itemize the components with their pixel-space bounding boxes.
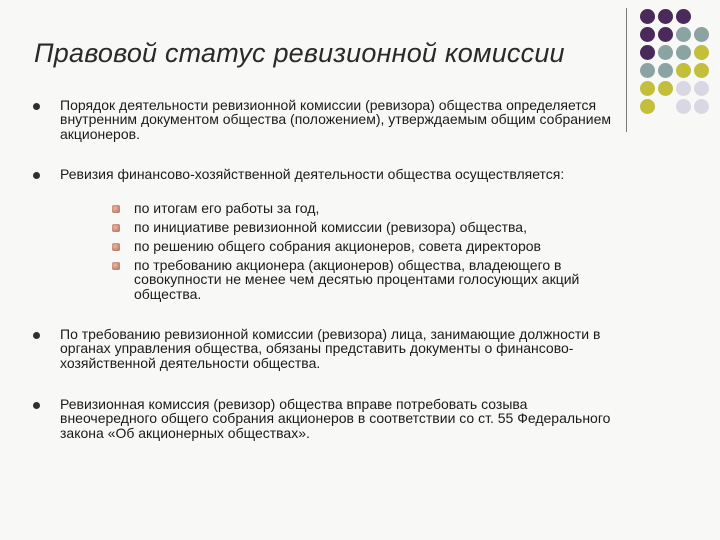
bullet-marker: [33, 332, 40, 339]
decorative-dot: [676, 9, 691, 24]
decorative-dot: [640, 9, 655, 24]
sub-bullet-marker: [112, 262, 120, 270]
decorative-dot: [658, 9, 673, 24]
decorative-dot: [658, 63, 673, 78]
decorative-dot: [658, 81, 673, 96]
bullet-item-3: По требованию ревизионной комиссии (ревизора) лица, занимающие должности в органах управления общества, обязаны представить документы о финансово-хозяйственной деятельности общества.: [60, 326, 601, 371]
bullet-marker: [33, 103, 40, 110]
sub-bullet-marker: [112, 205, 120, 213]
sub-item-3: по решению общего собрания акционеров, совета директоров: [134, 238, 541, 254]
bullet-item-1: Порядок деятельности ревизионной комиссии (ревизора) общества определяется внутренним документом общества (положением), утверждаемым общим собранием акционеров.: [60, 97, 612, 142]
slide-title: Правовой статус ревизионной комиссии: [34, 38, 565, 68]
decorative-dot: [676, 63, 691, 78]
bullet-marker: [33, 402, 40, 409]
decorative-dot: [640, 45, 655, 60]
sub-bullet-marker: [112, 224, 120, 232]
decorative-dot: [658, 45, 673, 60]
decorative-dot: [640, 63, 655, 78]
sub-bullet-marker: [112, 243, 120, 251]
decorative-dot: [658, 27, 673, 42]
decorative-dot-grid: [640, 9, 720, 119]
decorative-dot: [676, 81, 691, 96]
sub-item-2: по инициативе ревизионной комиссии (ревизора) общества,: [134, 219, 527, 235]
decorative-dot: [694, 45, 709, 60]
decorative-dot: [694, 63, 709, 78]
decorative-dot: [694, 27, 709, 42]
sub-item-4: по требованию акционера (акционеров) общества, владеющего в совокупности не менее чем десятью процентами голосующих акций общества.: [134, 257, 580, 302]
decorative-dot: [694, 99, 709, 114]
decorative-divider: [626, 8, 627, 132]
decorative-dot: [640, 99, 655, 114]
decorative-dot: [640, 27, 655, 42]
bullet-item-4: Ревизионная комиссия (ревизор) общества вправе потребовать созыва внеочередного общего собрания акционеров в соответствии со ст. 55 Федерального закона «Об акционерных обществах».: [60, 396, 611, 441]
decorative-dot: [676, 45, 691, 60]
decorative-dot: [676, 99, 691, 114]
sub-item-1: по итогам его работы за год,: [134, 200, 320, 216]
decorative-dot: [640, 81, 655, 96]
bullet-marker: [33, 172, 40, 179]
decorative-dot: [676, 27, 691, 42]
decorative-dot: [694, 81, 709, 96]
bullet-item-2: Ревизия финансово-хозяйственной деятельности общества осуществляется:: [60, 166, 565, 182]
